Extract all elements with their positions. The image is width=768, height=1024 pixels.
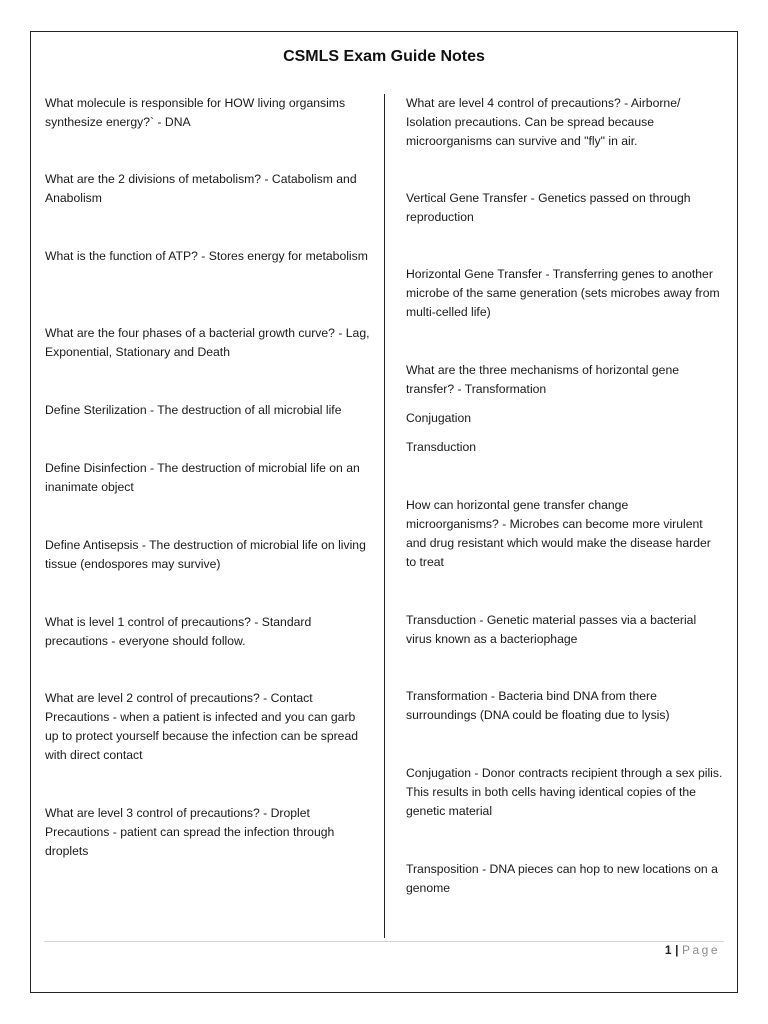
page-number: 1 xyxy=(664,943,673,957)
document-title: CSMLS Exam Guide Notes xyxy=(283,48,485,65)
left-note-10: What are level 3 control of precautions? - Droplet Precautions - patient can spread the infection through droplets xyxy=(45,806,335,858)
right-note-8: Transduction - Genetic material passes via a bacterial virus known as a bacteriophage xyxy=(406,613,697,646)
left-note-8: What is level 1 control of precautions? - Standard precautions - everyone should follow. xyxy=(45,615,312,648)
right-note-11: Transposition - DNA pieces can hop to new locations on a genome xyxy=(406,862,718,895)
right-note-6: Transduction xyxy=(406,440,477,454)
left-note-9: What are level 2 control of precautions? - Contact Precautions - when a patient is infected and you can garb up to protect yourself because the infection can be spread with direct contact xyxy=(45,691,359,762)
right-note-4: What are the three mechanisms of horizontal gene transfer? - Transformation xyxy=(406,363,680,396)
right-note-9: Transformation - Bacteria bind DNA from there surroundings (DNA could be floating due to lysis) xyxy=(406,689,670,722)
page-footer xyxy=(665,943,720,957)
column-divider xyxy=(384,94,385,938)
left-note-7: Define Antisepsis - The destruction of microbial life on living tissue (endospores may survive) xyxy=(45,538,366,571)
footer-separator: | xyxy=(675,943,679,957)
left-note-5: Define Sterilization - The destruction of all microbial life xyxy=(45,403,342,417)
right-note-2: Vertical Gene Transfer - Genetics passed on through reproduction xyxy=(406,191,691,224)
left-note-1: What molecule is responsible for HOW living organsims synthesize energy?` - DNA xyxy=(45,96,346,129)
right-note-1: What are level 4 control of precautions? - Airborne/ Isolation precautions. Can be spread because microorganisms can survive and "fly" in air. xyxy=(406,96,681,148)
right-note-5: Conjugation xyxy=(406,411,472,425)
right-note-7: How can horizontal gene transfer change microorganisms? - Microbes can become more virulent and drug resistant which would make the disease harder to treat xyxy=(406,498,711,569)
right-note-10: Conjugation - Donor contracts recipient through a sex pilis. This results in both cells having identical copies of the genetic material xyxy=(406,766,723,818)
footer-rule xyxy=(44,941,724,942)
left-note-6: Define Disinfection - The destruction of microbial life on an inanimate object xyxy=(45,461,360,494)
left-note-4: What are the four phases of a bacterial growth curve? - Lag, Exponential, Stationary and Death xyxy=(45,326,370,359)
page-label: Page xyxy=(681,943,720,957)
left-note-3: What is the function of ATP? - Stores energy for metabolism xyxy=(45,249,368,263)
right-note-3: Horizontal Gene Transfer - Transferring genes to another microbe of the same generation (sets microbes away from multi-celled life) xyxy=(406,267,720,319)
left-note-2: What are the 2 divisions of metabolism? - Catabolism and Anabolism xyxy=(45,172,357,205)
